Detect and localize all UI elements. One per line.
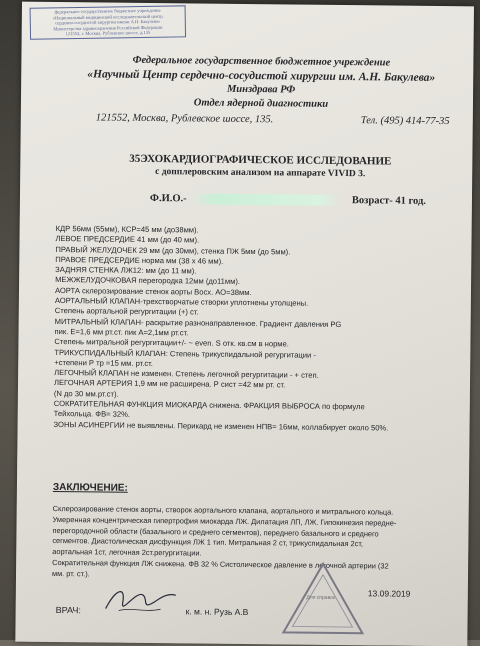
header-line-1: Федеральное государственное бюджетное учреждение bbox=[132, 54, 391, 69]
doctor-name: к. м. н. Рузь А.В bbox=[185, 606, 249, 618]
stamp-line: 121552, г. Москва, Рублевское шоссе, д.135 bbox=[65, 30, 151, 37]
redacted-name bbox=[191, 194, 341, 207]
header-line-3: Минздрава РФ bbox=[226, 83, 296, 96]
patient-line bbox=[150, 193, 426, 207]
finding-line: Тейхольца. ФВ= 32%. bbox=[53, 409, 131, 420]
finding-line: пик. Е=1,6 мм рт.ст. пик А=2,1мм рт.ст. bbox=[54, 326, 189, 338]
stamp-line: федеральное государственное бюджетное учреждение bbox=[54, 7, 161, 15]
finding-line: ПРАВЫЙ ЖЕЛУДОЧЕК 29 мм (до 30мм), стенка ПЖ 5мм (до 5мм). bbox=[55, 244, 291, 257]
finding-line: Степень аортальной регургитации (+) ст. bbox=[54, 306, 199, 317]
triangle-stamp-text: Для справок bbox=[306, 594, 336, 601]
conclusion-line: аортальная 1ст, легочная 2ст.регургитации. bbox=[52, 547, 202, 558]
age-label: Возраст- bbox=[351, 195, 393, 207]
finding-line: МИТРАЛЬНЫЙ КЛАПАН- раскрытие разнонаправленное. Градиент давления PG bbox=[54, 316, 342, 329]
doctor-label: ВРАЧ: bbox=[55, 605, 81, 616]
finding-line: ТРИКУСПИДАЛЬНЫЙ КЛАПАН: Степень трикуспидальной регургитации - bbox=[54, 347, 316, 360]
finding-line: +степени Р тр =15 мм. рт.ст. bbox=[54, 357, 153, 368]
conclusion-line: Склерозирование стенок аорты, створок аортального клапана, аортального и митрального кольца. bbox=[52, 503, 394, 517]
finding-line: ЛЕГОЧНЫЙ КЛАПАН не изменен. Степень легочной регургитации - + степ. bbox=[54, 368, 319, 380]
finding-line: ЛЕВОЕ ПРЕДСЕРДИЕ 41 мм (до 40 мм). bbox=[55, 234, 200, 245]
age-value: 41 год. bbox=[395, 195, 427, 207]
document-page bbox=[15, 2, 474, 646]
conclusion-text bbox=[52, 504, 465, 584]
finding-line: (N до 30 мм.рт.ст). bbox=[53, 388, 119, 399]
conclusion-line: перегородочной области (базального и среднего сегментов), переднего базального и среднего bbox=[52, 525, 379, 538]
finding-line: Степень митральной регургитации+/- ~ even. S отк. кв.см в норме. bbox=[54, 337, 289, 349]
finding-line: АОРТАЛЬНЫЙ КЛАПАН-трехстворчатые створки уплотнены утолщены. bbox=[54, 296, 309, 308]
header-line-2: «Научный Центр сердечно-сосудистой хирургии им. А.Н. Бакулева» bbox=[87, 68, 436, 84]
finding-line: АОРТА склерозирование стенок аорты Восх. АО=38мм. bbox=[54, 285, 252, 297]
signature bbox=[101, 580, 181, 621]
conclusion-line: мм. рт. ст.). bbox=[51, 568, 90, 579]
stamp-line: Министерства здравоохранения Российской Федерации bbox=[53, 24, 163, 32]
finding-line: СОКРАТИТЕЛЬНАЯ ФУНКЦИЯ МИОКАРДА снижена. ФРАКЦИЯ ВЫБРОСА по формуле bbox=[53, 399, 365, 412]
report-date: 13.09.2019 bbox=[367, 588, 411, 599]
conclusion-heading: ЗАКЛЮЧЕНИЕ: bbox=[52, 481, 128, 494]
conclusion-line: сегментов. Диастолическая дисфункция ЛЖ 1 тип. Митральная 2 ст, трикуспидальная 2ст, bbox=[52, 536, 364, 549]
report-title: 35ЭХОКАРДИОГРАФИЧЕСКОЕ ИССЛЕДОВАНИЕ bbox=[129, 152, 392, 168]
conclusion-line: Умеренная концентрическая гипертрофия миокарда ЛЖ. Дилатация ЛП, ЛЖ. Гипокинезия передне- bbox=[52, 514, 397, 528]
findings bbox=[54, 224, 468, 434]
fio-label: Ф.И.О.- bbox=[149, 192, 187, 205]
finding-line: ЛЕГОЧНАЯ АРТЕРИЯ 1,9 мм не расширена. Р сист =42 мм рт. ст. bbox=[53, 378, 286, 390]
stamp-line: «Национальный медицинский исследовательский центр bbox=[52, 13, 163, 20]
header-address: 121552, Москва, Рублевское шоссе, 135. bbox=[95, 112, 274, 126]
header-line-4: Отдел ядерной диагностики bbox=[193, 97, 329, 110]
finding-line: ЗАДНЯЯ СТЕНКА ЛЖ12: мм (до 11 мм). bbox=[55, 265, 197, 276]
finding-line: ПРАВОЕ ПРЕДСЕРДИЕ норма мм (38 х 46 мм). bbox=[55, 254, 224, 266]
stamp-line: сердечно-сосудистой хирургии имени А.Н. Бакулева» bbox=[55, 18, 161, 26]
conclusion-line: Сократительная функция ЛЖ снижена. ФВ 32 % Систолическое давление в легочной артерии (32 bbox=[52, 557, 389, 571]
finding-line: МЕЖЖЕЛУДОЧКОВАЯ перегородка 12мм (до11мм). bbox=[55, 275, 241, 287]
header-phone: Тел. (495) 414-77-35 bbox=[360, 115, 450, 128]
institution-stamp bbox=[30, 5, 186, 39]
finding-line: ЗОНЫ АСИНЕРГИИ не выявлены. Перикард не изменен НПВ= 16мм, коллабирует около 50%. bbox=[53, 419, 389, 433]
finding-line: КДР 56мм (55мм), КСР=45 мм (до38мм). bbox=[55, 223, 199, 235]
report-subtitle: с допплеровским анализом на аппарате VIVID 3. bbox=[155, 167, 366, 180]
